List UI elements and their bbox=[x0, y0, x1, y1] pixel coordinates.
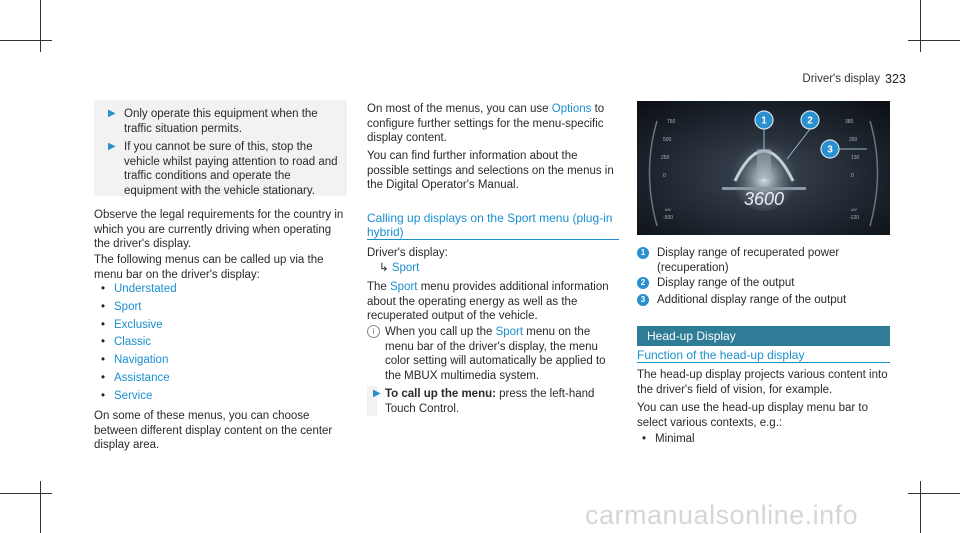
paragraph: You can find further information about the possible settings and selections on the menus in the Digital Operator's Manual. bbox=[367, 150, 614, 192]
note: i When you call up the Sport menu on the menu bar of the driver's display, the menu color setting will automatically be applied to the MBUX multimedia system. bbox=[367, 325, 619, 383]
safety-notice bbox=[94, 100, 347, 196]
svg-text:130: 130 bbox=[851, 155, 860, 161]
svg-text:260: 260 bbox=[849, 137, 858, 143]
menu-item[interactable]: • Exclusive bbox=[99, 317, 299, 335]
triangle-bullet-icon: ▶ bbox=[108, 108, 116, 119]
heading-rule bbox=[367, 239, 619, 240]
instrument-cluster-image bbox=[637, 101, 890, 235]
menu-path bbox=[379, 261, 419, 276]
crop-mark bbox=[908, 40, 960, 41]
legend-item: 2 Display range of the output bbox=[637, 276, 890, 291]
sport-link[interactable]: Sport bbox=[390, 281, 418, 293]
sport-path-link[interactable]: Sport bbox=[391, 262, 420, 274]
page-header bbox=[780, 73, 880, 85]
paragraph: Observe the legal requirements for the country in which you are currently driving when operating the driver's display. bbox=[94, 209, 344, 251]
notice-item bbox=[108, 107, 338, 136]
crop-mark bbox=[40, 481, 41, 533]
menu-path-label: Driver's display: bbox=[367, 247, 448, 259]
arrow-right-icon: ↳ bbox=[379, 262, 389, 274]
svg-text:250: 250 bbox=[661, 155, 670, 161]
action-step: ▶ To call up the menu: press the left-hand Touch Control. bbox=[373, 388, 595, 415]
svg-text:380: 380 bbox=[845, 119, 854, 125]
legend-number-3: 3 bbox=[637, 294, 649, 306]
crop-mark bbox=[920, 481, 921, 533]
crop-mark bbox=[920, 0, 921, 52]
legend-item: 1 Display range of recuperated power (recuperation) bbox=[637, 246, 890, 275]
paragraph: On some of these menus, you can choose between different display content on the center display area. bbox=[94, 410, 333, 452]
heading-rule bbox=[637, 362, 890, 363]
menu-item[interactable]: • Assistance bbox=[99, 370, 299, 388]
svg-text:0: 0 bbox=[851, 173, 854, 179]
paragraph: On most of the menus, you can use Options to configure further settings for the menu-specific display content. bbox=[367, 103, 605, 145]
crop-mark bbox=[40, 0, 41, 52]
notice-item bbox=[108, 140, 338, 198]
center-value: 3600 bbox=[743, 189, 785, 209]
crop-mark bbox=[0, 493, 52, 494]
list-item: • Minimal bbox=[640, 431, 840, 449]
watermark: carmanualsonline.info bbox=[585, 500, 859, 530]
paragraph: The head-up display projects various content into the driver's field of vision, for example. bbox=[637, 369, 888, 396]
menu-item[interactable]: • Understated bbox=[99, 281, 299, 299]
svg-text:-500: -500 bbox=[663, 215, 674, 221]
triangle-bullet-icon: ▶ bbox=[373, 388, 381, 399]
paragraph: You can use the head-up display menu bar to select various contexts, e.g.: bbox=[637, 402, 869, 429]
context-list bbox=[640, 431, 840, 449]
svg-text:-120: -120 bbox=[849, 215, 860, 221]
crop-mark bbox=[908, 493, 960, 494]
menu-list bbox=[99, 281, 299, 406]
paragraph: The Sport menu provides additional information about the operating energy as well as the recuperated output of the vehicle. bbox=[367, 281, 609, 323]
svg-text:0: 0 bbox=[663, 173, 666, 179]
menu-item[interactable]: • Navigation bbox=[99, 352, 299, 370]
sub-heading: Function of the head-up display bbox=[637, 348, 805, 362]
legend-number-1: 1 bbox=[637, 247, 649, 259]
options-link[interactable]: Options bbox=[551, 103, 592, 115]
svg-text:2: 2 bbox=[807, 115, 813, 127]
menu-item[interactable]: • Classic bbox=[99, 334, 299, 352]
triangle-bullet-icon: ▶ bbox=[108, 141, 116, 152]
notice-text: Only operate this equipment when the traffic situation permits. bbox=[124, 108, 318, 135]
section-heading: Calling up displays on the Sport menu (plug-in hybrid) bbox=[367, 211, 613, 239]
sport-link[interactable]: Sport bbox=[495, 326, 524, 338]
section-title-bar: Head-up Display bbox=[637, 326, 890, 346]
svg-text:kW: kW bbox=[665, 207, 671, 212]
info-icon: i bbox=[367, 325, 380, 338]
crop-mark bbox=[0, 40, 52, 41]
menu-item[interactable]: • Service bbox=[99, 388, 299, 406]
header-title: Driver's display bbox=[802, 73, 880, 85]
svg-text:750: 750 bbox=[667, 119, 676, 125]
menu-item[interactable]: • Sport bbox=[99, 299, 299, 317]
svg-text:3: 3 bbox=[827, 144, 833, 156]
page-number: 323 bbox=[885, 72, 906, 86]
notice-text: If you cannot be sure of this, stop the vehicle whilst paying attention to road and traffic conditions and operate the equipment with the vehicle stationary. bbox=[124, 141, 338, 197]
svg-text:500: 500 bbox=[663, 137, 672, 143]
svg-text:kW: kW bbox=[851, 207, 857, 212]
legend-item: 3 Additional display range of the output bbox=[637, 293, 890, 308]
paragraph: The following menus can be called up via the menu bar on the driver's display: bbox=[94, 254, 324, 281]
svg-text:1: 1 bbox=[761, 115, 767, 127]
legend-number-2: 2 bbox=[637, 277, 649, 289]
sport-menu-illustration bbox=[637, 101, 890, 235]
